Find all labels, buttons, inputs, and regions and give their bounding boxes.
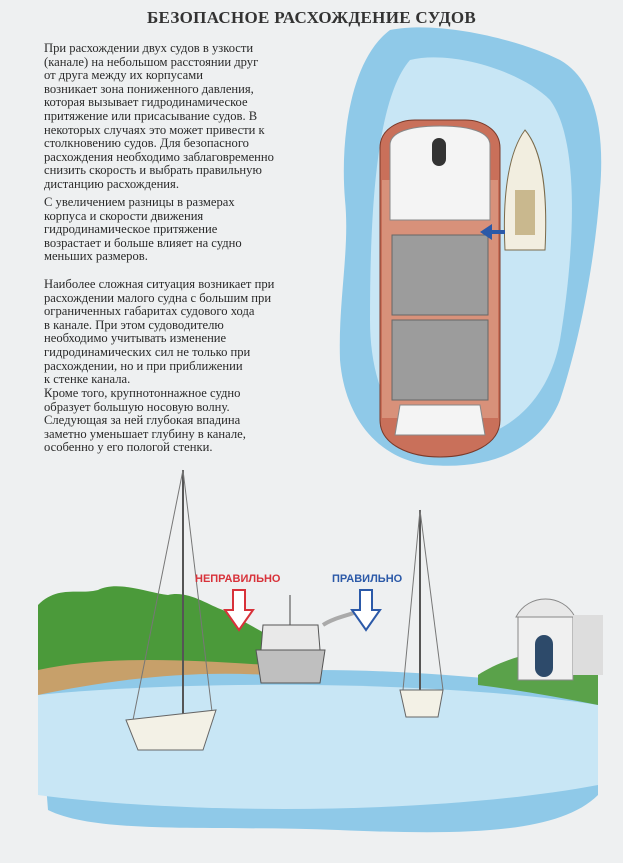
paragraph-1: При расхождении двух судов в узкости (канале) на небольшом расстоянии друг от друга между их корпусами возникает зона пониженного давления, которая вызывает гидродинамическое притяжение или присасывание судов. В некоторых случаях это может привести к столкновению судов. Для безопасного расхождения необходимо заблаговременно снизить скорость и выбрать правильную дистанцию расхождения.	[44, 41, 274, 191]
paragraph-2: С увеличением разницы в размерах корпуса и скорости движения гидродинамическое притяжение возрастает и больше влияет на судно меньших размеров.	[44, 195, 242, 264]
passing-ships-illustration	[320, 20, 610, 475]
right-arrow-icon	[352, 590, 380, 630]
paragraph-3: Наиболее сложная ситуация возникает при расхождении малого судна с большим при ограниченных габаритах судового хода в канале. При этом судоводителю необходимо учитывать изменение гидродинамических сил не только при расхождении, но и при приближении к стенке канала.	[44, 277, 275, 387]
canal-scene-illustration	[38, 465, 603, 840]
large-ship	[380, 120, 500, 457]
page-title: БЕЗОПАСНОЕ РАСХОЖДЕНИЕ СУДОВ	[147, 8, 476, 27]
wrong-label: НЕПРАВИЛЬНО	[195, 573, 281, 585]
right-label: ПРАВИЛЬНО	[332, 573, 403, 585]
motor-ship	[256, 595, 325, 683]
paragraph-4: Кроме того, крупнотоннажное судно образует большую носовую волну. Следующая за ней глубокая впадина заметно уменьшает глубину в канале, особенно у его пологой стенки.	[44, 386, 246, 455]
